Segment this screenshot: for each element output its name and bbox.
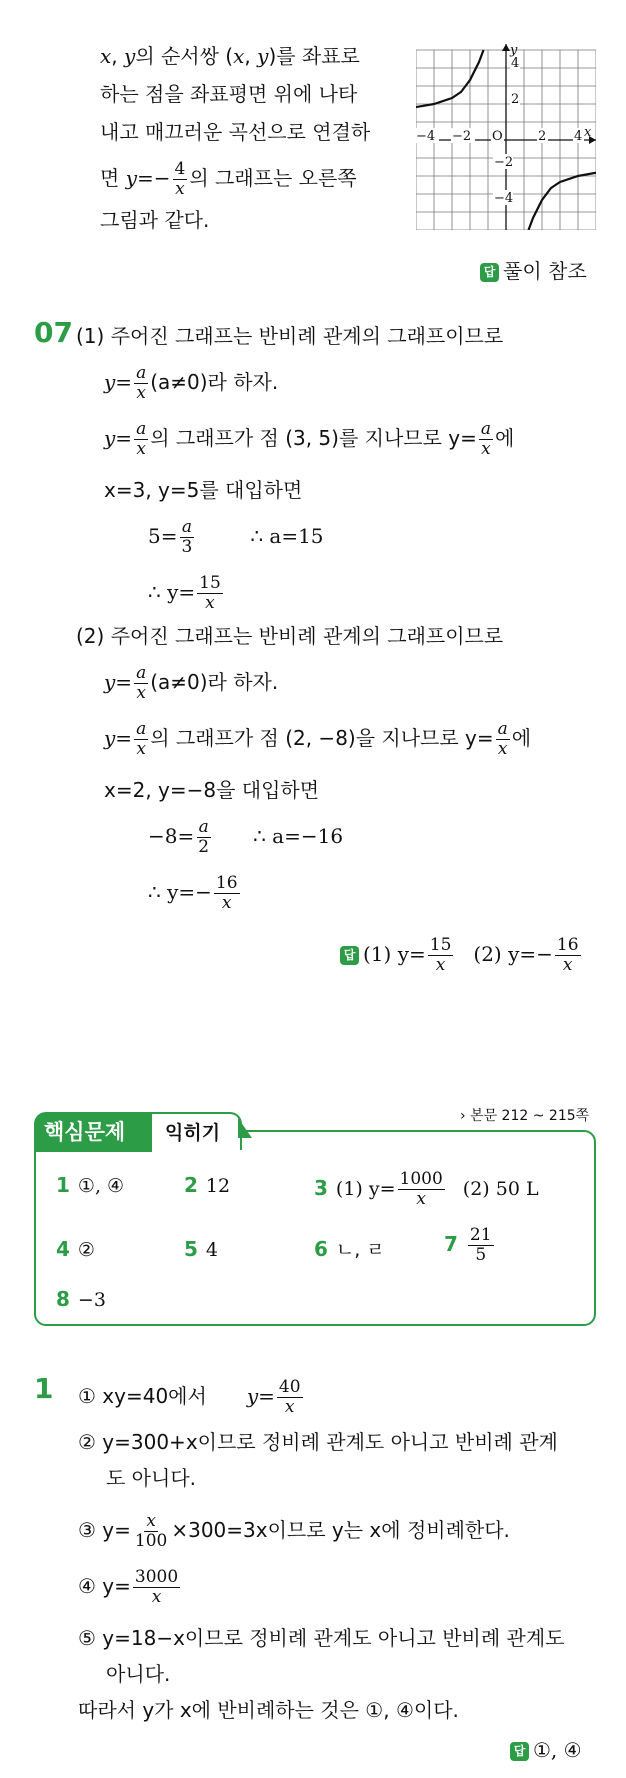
svg-text:2: 2 (511, 92, 520, 107)
summary-box (34, 1130, 596, 1326)
svg-text:−2: −2 (452, 129, 472, 144)
p07-part2-intro: (2) 주어진 그래프는 반비례 관계의 그래프이므로 (76, 624, 504, 648)
box-title: 핵심문제 (44, 1120, 126, 1144)
p1-option-1: ① xy=40에서 y= $\frac{40}{x}$ (78, 1377, 301, 1417)
box-answer-6: 6 ㄴ, ㄹ (314, 1237, 385, 1261)
p07-part1-sub: x=3, y=5를 대입하면 (104, 478, 303, 502)
answer-badge: 답 (480, 263, 499, 282)
top-line-3: 내고 매끄러운 곡선으로 연결하 (100, 120, 371, 144)
box-pages: › 본문 212 ~ 215쪽 (460, 1108, 590, 1124)
p1-option-5a: ⑤ y=18−x이므로 정비례 관계도 아니고 반비례 관계도 (78, 1626, 565, 1650)
hyperbola-graph (416, 44, 596, 230)
p07-part2-result: ∴ y=− $\frac{16}{x}$ (148, 873, 238, 913)
svg-text:−4: −4 (494, 191, 514, 206)
box-answer-1: 1 ①, ④ (56, 1173, 125, 1197)
svg-text:2: 2 (538, 129, 547, 144)
p07-part1-eq: 5= $\frac{a}{3}$ ∴ a=15 (148, 517, 324, 557)
p1-conclusion: 따라서 y가 x에 반비례하는 것은 ①, ④이다. (78, 1698, 459, 1722)
p07-part2-sub: x=2, y=−8을 대입하면 (104, 778, 320, 802)
box-answer-2: 2 12 (184, 1173, 231, 1197)
box-answer-3: 3 (1) y= $\frac{1000}{x}$ (2) 50 L (314, 1169, 539, 1209)
p1-option-4: ④ y= $\frac{3000}{x}$ (78, 1567, 179, 1607)
top-line-5: 그림과 같다. (100, 208, 210, 232)
p07-part2-pass: y= $\frac{a}{x}$ 의 그래프가 점 (2, −8)을 지나므로 y= $\frac{a}{x}$ 에 (104, 719, 532, 759)
tab-corner-icon (238, 1118, 252, 1138)
box-answer-7: 7 $\frac{21}{5}$ (444, 1225, 492, 1265)
p07-part2-eq: −8= $\frac{a}{2}$ ∴ a=−16 (148, 817, 344, 857)
svg-text:−2: −2 (494, 155, 514, 170)
top-line-4: 면 y=− $\frac{4}{x}$ 의 그래프는 오른쪽 (100, 159, 357, 199)
p07-part1-pass: y= $\frac{a}{x}$ 의 그래프가 점 (3, 5)를 지나므로 y= $\frac{a}{x}$ 에 (104, 419, 515, 459)
svg-text:4: 4 (511, 56, 520, 71)
p07-part2-set: y= $\frac{a}{x}$ (a≠0)라 하자. (104, 663, 279, 703)
p1-option-2b: 도 아니다. (106, 1466, 196, 1490)
top-reference: 답 풀이 참조 (480, 257, 587, 285)
p07-answer: 답 (1) y= $\frac{15}{x}$ (2) y=− $\frac{16}{x}$ (340, 936, 583, 975)
svg-text:x: x (584, 125, 592, 140)
top-line-1: x, y의 순서쌍 (x, y)를 좌표로 (100, 44, 360, 68)
curve-left (416, 50, 484, 107)
p1-answer: 답 ①, ④ (510, 1736, 582, 1764)
answer-badge: 답 (510, 1742, 529, 1761)
box-answer-4: 4 ② (56, 1237, 95, 1261)
problem-number-07: 07 (34, 316, 73, 349)
top-line-2: 하는 점을 좌표평면 위에 나타 (100, 82, 358, 106)
curve-right (529, 173, 597, 230)
svg-text:4: 4 (574, 129, 583, 144)
box-answer-5: 5 4 (184, 1237, 219, 1261)
box-subtitle: 익히기 (165, 1122, 221, 1144)
problem-number-1: 1 (34, 1372, 54, 1405)
p07-part1-result: ∴ y= $\frac{15}{x}$ (148, 573, 221, 613)
p07-part1-set: y= $\frac{a}{x}$ (a≠0)라 하자. (104, 363, 279, 403)
svg-text:O: O (492, 129, 503, 144)
p1-option-3: ③ y= $\frac{x}{100}$ ×300=3x이므로 y는 x에 정비례한다. (78, 1511, 510, 1551)
p1-option-5b: 아니다. (106, 1662, 171, 1686)
svg-text:−4: −4 (416, 129, 436, 144)
answer-badge: 답 (340, 946, 359, 965)
box-answer-8: 8 −3 (56, 1287, 106, 1311)
svg-text:y: y (510, 44, 518, 58)
p1-option-2a: ② y=300+x이므로 정비례 관계도 아니고 반비례 관계 (78, 1430, 558, 1454)
p07-part1-intro: (1) 주어진 그래프는 반비례 관계의 그래프이므로 (76, 324, 504, 348)
chevron-right-icon: › (460, 1108, 466, 1124)
